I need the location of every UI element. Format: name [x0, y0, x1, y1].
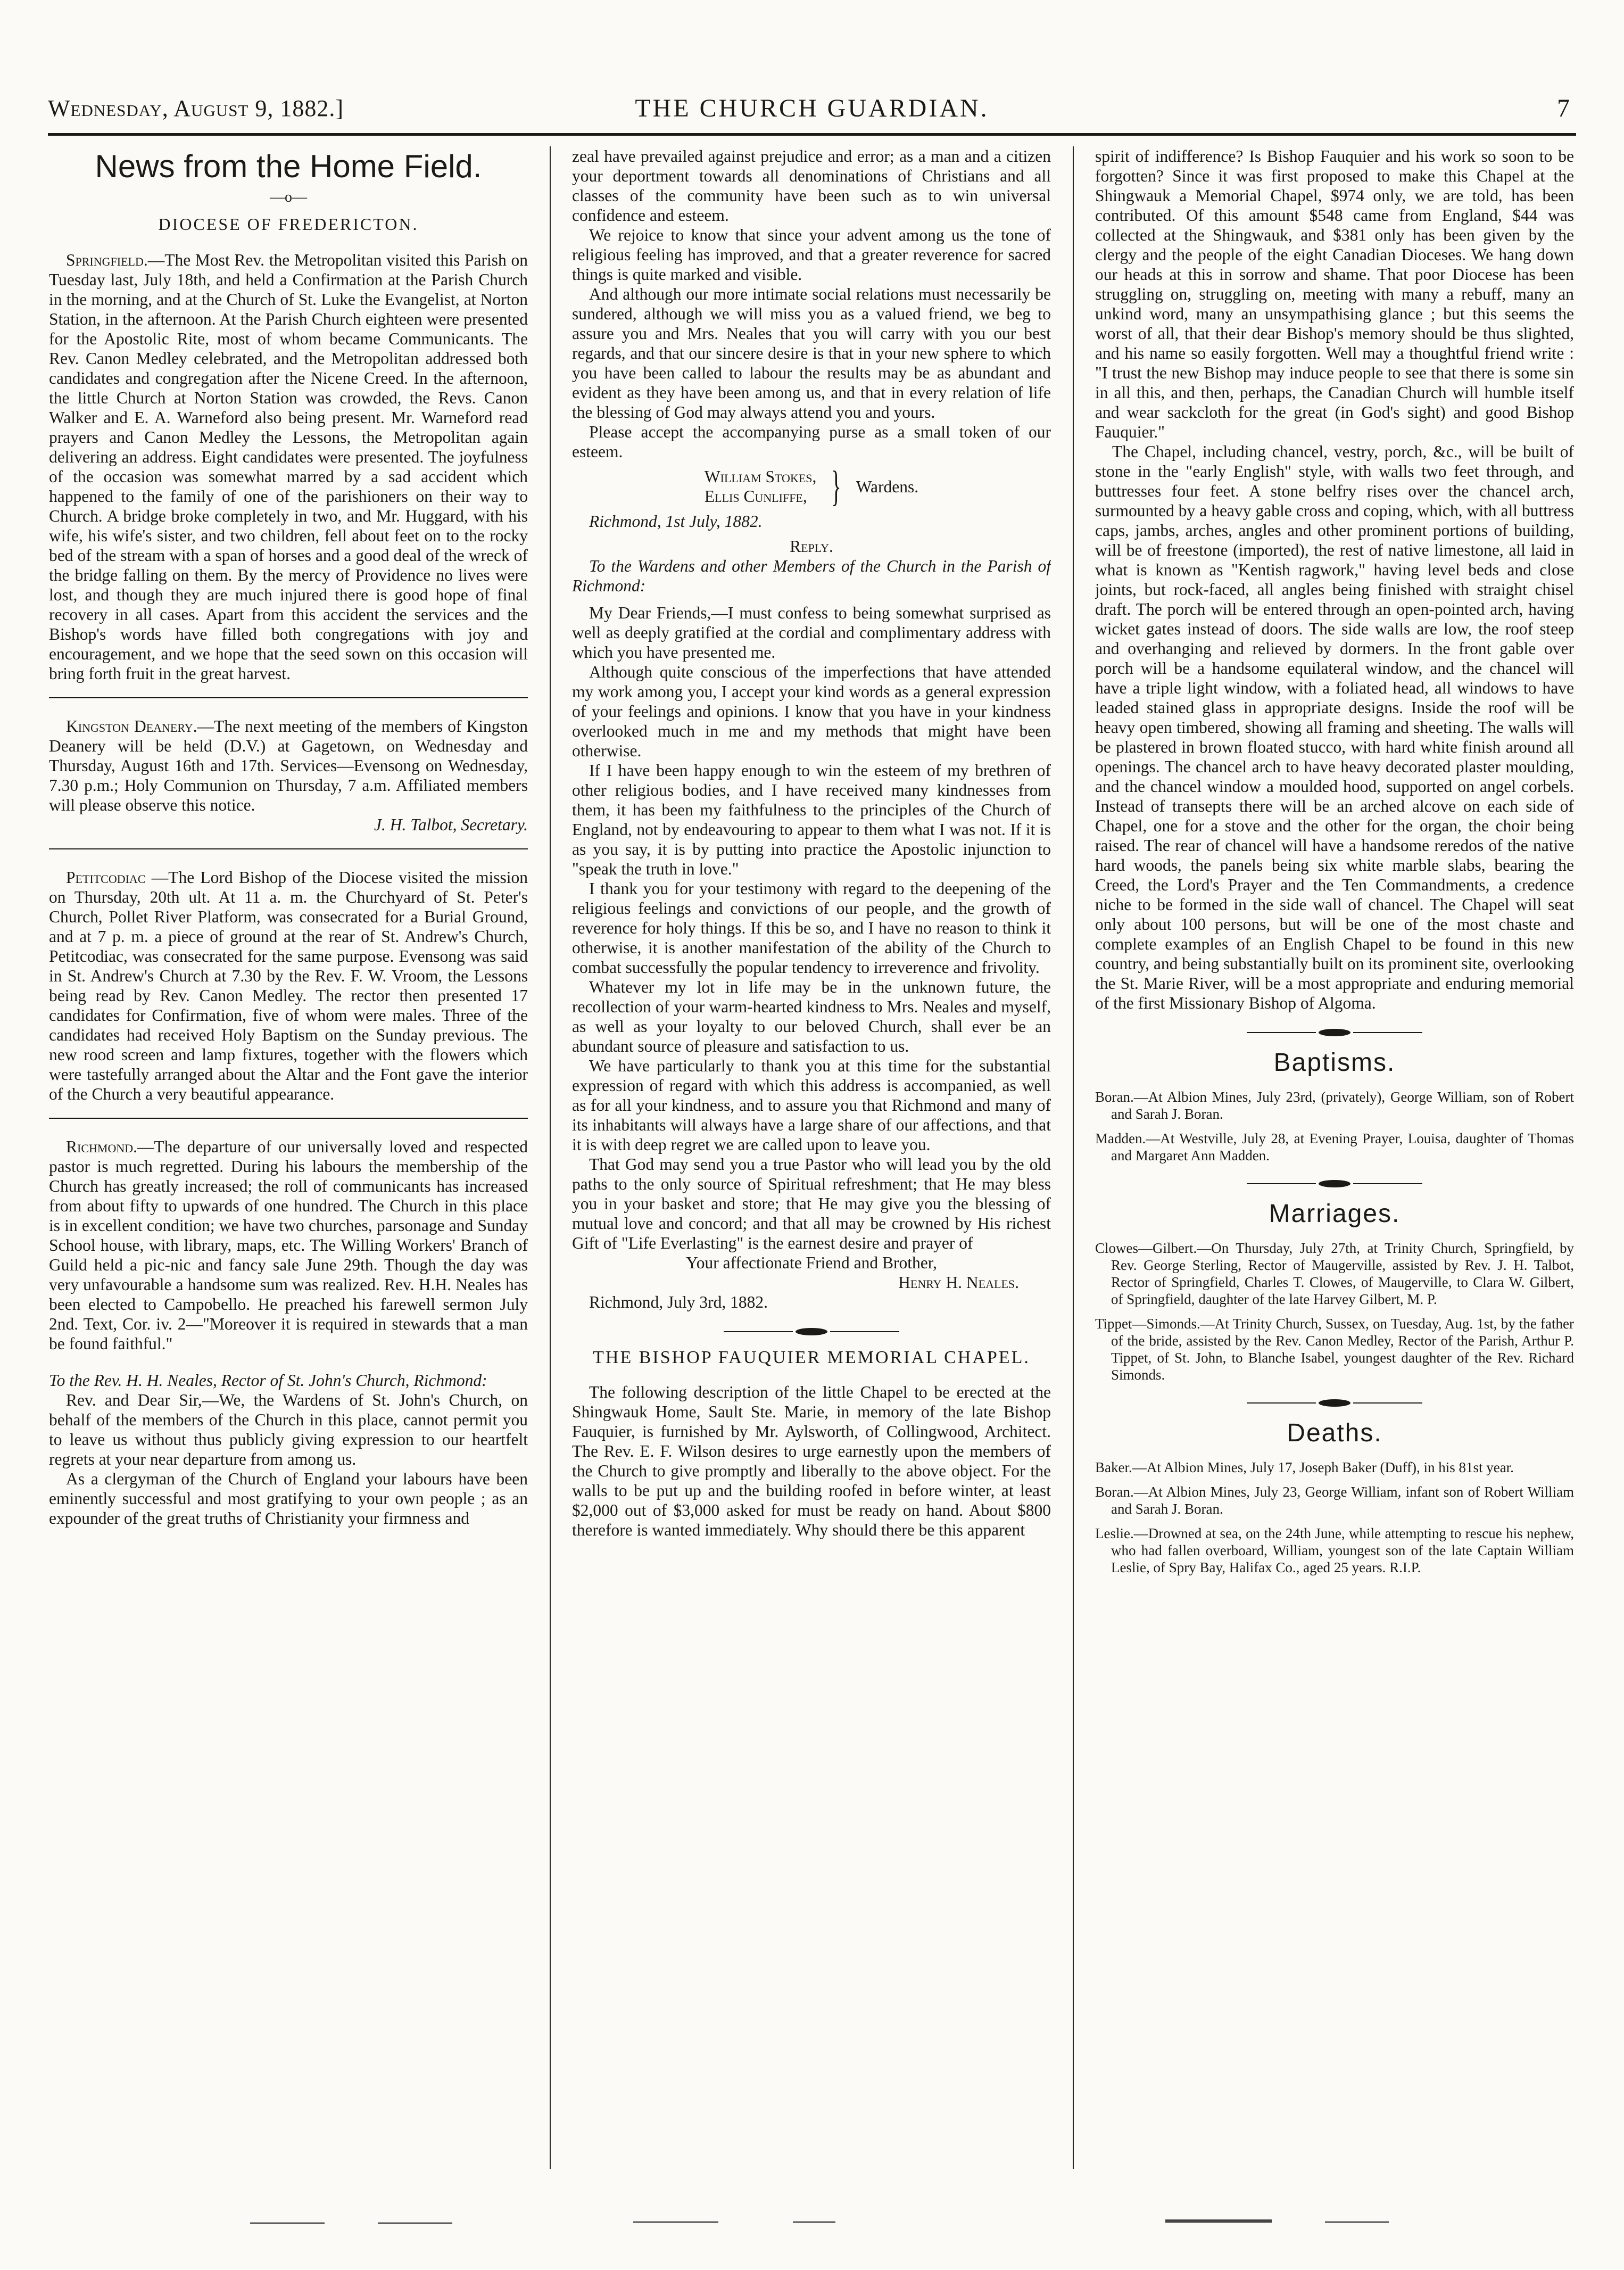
print-artifact-icon: [48, 2211, 1576, 2233]
paragraph: Whatever my lot in life may be in the unknown future, the recollection of your warm-hearted kindness to Mrs. Neales and myself, as well as your loyalty to our beloved Church, shall ever be an abundant source of pleasure and satisfaction to us.: [572, 978, 1051, 1055]
notice-item: Clowes—Gilbert.—On Thursday, July 27th, at Trinity Church, Springfield, by Rev. George Sterling, Rector of Maugerville, assisted by Rev. J. H. Talbot, Rector of Springfield, Charles T. Clowes, of Maugerville, to Clara W. Gilbert, of Springfield, daughter of the late Harvey Gilbert, M. P.: [1095, 1240, 1574, 1307]
column-rule-2: [1073, 146, 1074, 2169]
article-richmond: [49, 1137, 528, 1353]
article-body: —The next meeting of the members of Kingston Deanery will be held (D.V.) at Gagetown, on Wednesday and Thursday, August 16th and 17th. Services—Evensong on Wednesday, 7.30 p.m.; Holy Communion on Thursday, 7 a.m. Affiliated members will please observe this notice.: [49, 717, 528, 814]
newspaper-title: THE CHURCH GUARDIAN.: [635, 94, 989, 122]
diocese-heading: DIOCESE OF FREDERICTON.: [158, 214, 419, 234]
address-salutation: To the Rev. H. H. Neales, Rector of St. John's Church, Richmond:: [49, 1371, 487, 1390]
article-head: Kingston Deanery.: [66, 717, 197, 736]
ornament-divider-icon: [724, 1327, 899, 1336]
page-header: [48, 90, 1576, 136]
paragraph: zeal have prevailed against prejudice and error; as a man and a citizen your deportment towards all denominations of Christians and all classes of the community have been such as to win universal confidence and esteem.: [572, 147, 1051, 225]
paragraph: Although quite conscious of the imperfections that have attended my work among you, I accept your kind words as a general expression of your feelings and opinions. I know that you have in your kindness overlooked much in me and my methods that might have been otherwise.: [572, 663, 1051, 760]
header-date: Wednesday, August 9, 1882.]: [48, 95, 344, 121]
memorial-title: THE BISHOP FAUQUIER MEMORIAL CHAPEL.: [593, 1348, 1030, 1367]
marriages-heading: Marriages.: [1269, 1200, 1401, 1228]
place-date: Richmond, July 3rd, 1882.: [589, 1293, 768, 1311]
paragraph: The Chapel, including chancel, vestry, porch, &c., will be built of stone in the "early English" style, with walls two feet through, and buttresses four feet. A stone belfry rises over the chancel arch, surmounted by a heavy gable cross and coping, which, with all buttress caps, jambs, arches, angles and other prominent portions of building, will be of freestone (imported), the rest of native limestone, all laid in what is known as "Kentish ragwork," having level beds and close joints, but rock-faced, all angles being finished with straight chisel draft. The porch will be entered through an open-pointed arch, having wicket gates instead of doors. The side walls are low, the roof steep and overhanging and relieved by dormers. In the front gable over porch will be a handsome equilateral window, and the chancel will have a triple light window, with a foliated head, all windows to have leaded stained glass in appropriate designs. Inside the roof will be heavy open timbered, showing all framing and sheeting. The walls will be plastered in brown floated stucco, with hard white finish around all openings. The chancel arch to have heavy decorated plaster moulding, and the chancel window a moulded hood, supported on angel corbels. Instead of transepts there will be an arched alcove on each side of Chapel, one for a stove and the other for the organ, the choir being raised. The rear of chancel will have a handsome reredos of the native hard woods, the panels being six white marble slabs, bearing the Creed, the Lord's Prayer and the Ten Commandments, a credence niche to be formed in the side wall of chancel. The Chapel will seat only about 100 persons, but will be one of the most chaste and complete examples of an English Chapel to be found in this new country, and being substantially built on its prominent site, overlooking the St. Marie River, will be a most appropriate and enduring memorial of the first Missionary Bishop of Algoma.: [1095, 442, 1574, 1012]
wardens-signature: [572, 463, 1051, 510]
article-head: Petitcodiac: [66, 868, 146, 887]
paragraph: Rev. and Dear Sir,—We, the Wardens of St. John's Church, on behalf of the members of the Church in this place, cannot permit you to leave us without thus publicly giving expression to our heartfelt regrets at your near departure from among us.: [49, 1391, 528, 1468]
article-body: —The Lord Bishop of the Diocese visited the mission on Thursday, 20th ult. At 11 a. m. the Churchyard of St. Peter's Church, Pollet River Platform, was consecrated for a Burial Ground, and at 7 p. m. a piece of ground at the rear of St. Andrew's Church, Petitcodiac, was consecrated for the same purpose. Evensong was said in St. Andrew's Church at 7.30 by the Rev. F. W. Vroom, the Lessons being read by Rev. Canon Medley. The rector then presented 17 candidates for Confirmation, five of whom were males. Three of the candidates had received Holy Baptism on the Sunday previous. The new rood screen and lamp fixtures, together with the flowers which were tastefully arranged about the Altar and the Font gave the interior of the Church a very beautiful appearance.: [49, 868, 528, 1103]
section-title: News from the Home Field.: [95, 148, 482, 184]
article-body: —The departure of our universally loved and respected pastor is much regretted. During his labours the membership of the Church has greatly increased; the roll of communicants has increased from about fifty to upwards of one hundred. The Church in this place is in excellent condition; we have two churches, parsonage and Sunday School house, with library, maps, etc. The Willing Workers' Branch of Guild held a pic-nic and fancy sale June 29th. Though the day was very unfavourable a handsome sum was realized. Rev. H.H. Neales has been elected to Campobello. He preached his farewell sermon July 2nd. Text, Cor. iv. 2—"Moreover it is required in stewards that a man be found faithful.": [49, 1137, 528, 1353]
column-1: [49, 146, 528, 2180]
paragraph: We rejoice to know that since your advent among us the tone of religious feeling has improved, and that a greater reverence for sacred things is quite marked and visible.: [572, 226, 1051, 284]
ornament-divider-icon: [1247, 1179, 1422, 1188]
article-kingston: [49, 716, 528, 815]
paragraph: And although our more intimate social relations must necessarily be sundered, although we will miss you as a valued friend, we beg to assure you and Mrs. Neales that you will carry with you our best regards, and that our sincere desire is that in your new sphere to which you have been called to labour the results may be as abundant and evident as they have been among us, and that in every relation of life the blessing of God may always attend you and yours.: [572, 285, 1051, 422]
wardens-label: Wardens.: [856, 477, 919, 496]
warden-name: Ellis Cunliffe,: [704, 487, 807, 506]
deaths-heading: Deaths.: [1287, 1419, 1382, 1447]
paragraph: I thank you for your testimony with regard to the deepening of the religious feelings and convictions of our people, and the growth of reverence for holy things. If this be so, and I have no reason to think it otherwise, it is another manifestation of the ability of the Church to combat successfully the popular tendency to irreverence and frivolity.: [572, 879, 1051, 977]
article-body: —The Most Rev. the Metropolitan visited this Parish on Tuesday last, July 18th, and held a Confirmation at the Parish Church in the morning, and at the Church of St. Luke the Evangelist, at Norton Station, in the afternoon. At the Parish Church eighteen were presented for the Apostolic Rite, most of whom became Communicants. The Rev. Canon Medley celebrated, and the Metropolitan addressed both candidates and congregation after the Nicene Creed. In the afternoon, the little Church at Norton Station was crowded, the Revs. Canon Walker and E. A. Warneford also being present. Mr. Warneford read prayers and Canon Medley the Lessons, the Metropolitan again delivering an address. Eight candidates were presented. The joyfulness of the occasion was somewhat marred by a sad accident which happened to the family of one of the parishioners on their way to Church. A bridge broke completely in two, and Mr. Huggard, with his wife, his wife's sister, and two children, fell about feet on to the rocky bed of the stream with a span of horses and a good deal of the wreck of the bridge falling on them. By the mercy of Providence no lives were lost, and though they are much injured there is good hope of final recovery in all cases. Apart from this accident the services and the Bishop's words have filled both congregations with joy and encouragement, and we hope that the seed sown on this occasion will bring forth fruit in the great harvest.: [49, 251, 528, 683]
notice-item: Boran.—At Albion Mines, July 23rd, (privately), George William, son of Robert and Sarah J. Boran.: [1095, 1089, 1574, 1122]
page-number: 7: [1557, 94, 1571, 122]
notice-item: Baker.—At Albion Mines, July 17, Joseph Baker (Duff), in his 81st year.: [1095, 1459, 1514, 1475]
column-rule-1: [550, 146, 551, 2169]
notice-item: Madden.—At Westville, July 28, at Evening Prayer, Louisa, daughter of Thomas and Margaret Ann Madden.: [1095, 1130, 1574, 1163]
dateline: Richmond, 1st July, 1882.: [589, 512, 763, 531]
warden-names: [705, 467, 816, 506]
notice-item: Leslie.—Drowned at sea, on the 24th June, while attempting to rescue his nephew, who had fallen overboard, William, youngest son of the late Captain William Leslie, of Spry Bay, Halifax Co., aged 25 years. R.I.P.: [1095, 1525, 1574, 1575]
ornament-divider-icon: [1247, 1028, 1422, 1037]
divider: [49, 1118, 528, 1119]
paragraph: If I have been happy enough to win the esteem of my brethren of other religious bodies, and I have received many kindnesses from them, it has been my faithfulness to the principles of the Church of England, not by endeavouring to appear to them what I was not. If it is as you say, it is by putting into practice the Apostolic injunction to "speak the truth in love.": [572, 761, 1051, 878]
article-head: Richmond.: [66, 1137, 137, 1156]
baptisms-heading: Baptisms.: [1273, 1049, 1396, 1077]
paragraph: That God may send you a true Pastor who will lead you by the old paths to the only source of Spiritual refreshment; that He may bless you in your basket and store; that He may give you the blessing of mutual love and concord; and that all may be crowned by His richest Gift of "Life Everlasting" is the earnest desire and prayer of: [572, 1155, 1051, 1252]
paragraph: The following description of the little Chapel to be erected at the Shingwauk Home, Sault Ste. Marie, in memory of the late Bishop Fauquier, is furnished by Mr. Aylsworth, of Collingwood, Architect. The Rev. E. F. Wilson desires to urge earnestly upon the members of the Church to give promptly and liberally to the above object. For the walls to be put up and the building roofed in before winter, at least $2,000 out of $3,000 asked for must be ready on hand. About $800 therefore is wanted immediately. Why should there be this apparent: [572, 1383, 1051, 1539]
closing: Your affectionate Friend and Brother,: [686, 1253, 937, 1272]
signer: Henry H. Neales.: [898, 1273, 1019, 1292]
signature: J. H. Talbot, Secretary.: [374, 815, 528, 834]
column-2: [572, 146, 1051, 2180]
paragraph: We have particularly to thank you at this time for the substantial expression of regard with which this address is accompanied, as well as for all your kindness, and to assure you that Richmond and many of its inhabitants will always have a large share of our affections, and that it is with deep regret we are called upon to leave you.: [572, 1056, 1051, 1154]
paragraph: My Dear Friends,—I must confess to being somewhat surprised as well as deeply gratified at the cordial and complimentary address with which you have presented me.: [572, 604, 1051, 662]
article-head: Springfield.: [66, 251, 148, 269]
divider: [49, 848, 528, 849]
column-3: [1095, 146, 1574, 2180]
article-petitcodiac: [49, 868, 528, 1104]
notice-item: Tippet—Simonds.—At Trinity Church, Sussex, on Tuesday, Aug. 1st, by the father of the bride, assisted by the Rev. Canon Medley, Rector of the Parish, Arthur P. Tippet, of St. John, to Blanche Isabel, youngest daughter of the Rev. Richard Simonds.: [1095, 1316, 1574, 1383]
divider: [49, 697, 528, 698]
article-springfield: [49, 250, 528, 683]
reply-heading: Reply.: [790, 537, 833, 556]
brace-icon: }: [831, 463, 842, 510]
paragraph: Please accept the accompanying purse as a small token of our esteem.: [572, 423, 1051, 461]
small-divider: —o—: [270, 189, 307, 205]
warden-name: William Stokes,: [704, 467, 817, 486]
ornament-divider-icon: [1247, 1398, 1422, 1408]
paragraph: As a clergyman of the Church of England your labours have been eminently successful and most gratifying to your own people ; as an expounder of the great truths of Christianity your firmness and: [49, 1470, 528, 1528]
notice-item: Boran.—At Albion Mines, July 23, George William, infant son of Robert William and Sarah J. Boran.: [1095, 1484, 1574, 1517]
reply-salutation: To the Wardens and other Members of the Church in the Parish of Richmond:: [572, 557, 1051, 595]
paragraph: spirit of indifference? Is Bishop Fauquier and his work so soon to be forgotten? Since it was first proposed to make this Chapel at the Shingwauk a Memorial Chapel, $974 only, we are told, has been contributed. Of this amount $548 came from England, $44 was collected at the Shingwauk, and $381 only has been given by the clergy and the people of the eight Canadian Dioceses. We hang down our heads at this in sorrow and shame. That poor Diocese has been struggling on, struggling on, meeting with many a rebuff, many an unkind word, many an unsympathising glance ; but this seems the worst of all, that their dear Bishop's memory should be thus slighted, and his name so easily forgotten. Well may a thoughtful friend write : "I trust the new Bishop may induce people to see that there is some sin in all this, and then, perhaps, the Canadian Church will humble itself and wear sackcloth for the great (in God's sight) and good Bishop Fauquier.": [1095, 147, 1574, 441]
